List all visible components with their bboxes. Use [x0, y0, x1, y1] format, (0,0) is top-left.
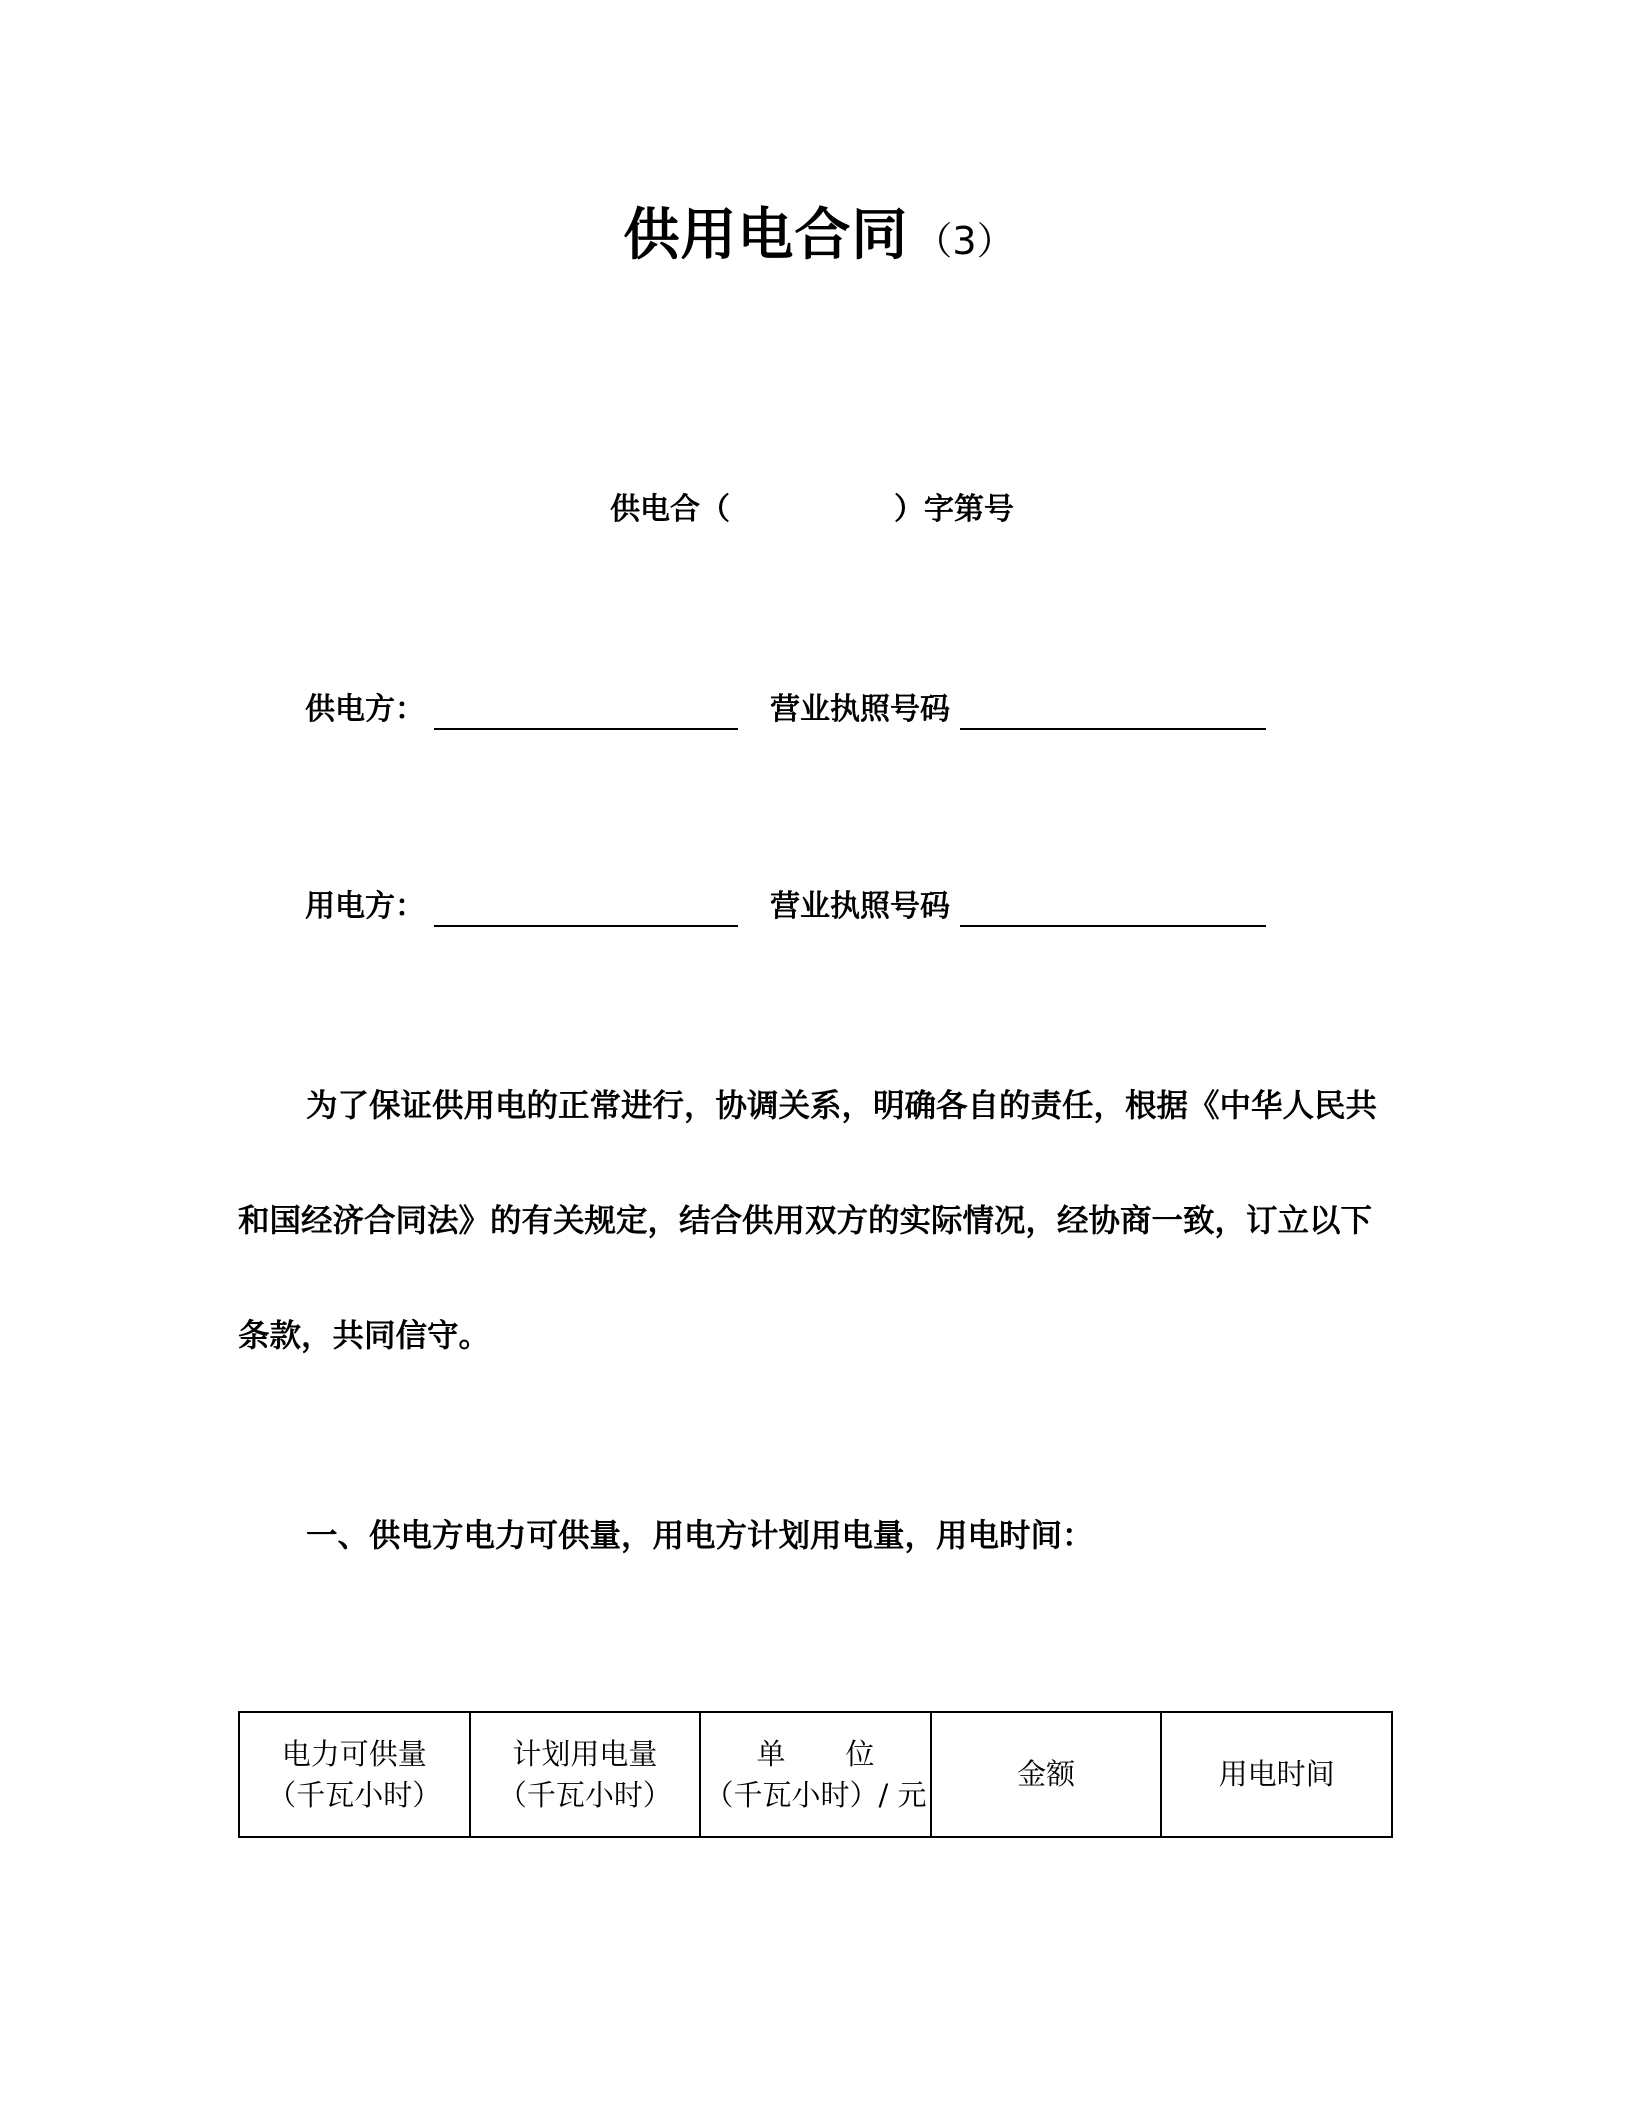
- document-title: [0, 196, 1632, 289]
- contract-number-blank[interactable]: [730, 488, 894, 532]
- header-cell-usage-time: [1161, 1712, 1392, 1837]
- consumer-label: 用电方：: [305, 889, 425, 924]
- header-cell-line: （千瓦小时）: [497, 1777, 672, 1812]
- header-cell-planned-usage: [470, 1712, 701, 1837]
- title-main: 供用电合同: [623, 203, 909, 268]
- preamble-line: 和国经济合同法》的有关规定，结合供用双方的实际情况，经协商一致，订立以下: [238, 1203, 1373, 1239]
- table-header-row: [239, 1712, 1392, 1837]
- supply-table: [238, 1711, 1393, 1838]
- header-cell-available-supply: [239, 1712, 470, 1837]
- title-number: （3）: [914, 219, 1015, 263]
- supplier-license-label: 营业执照号码: [770, 692, 950, 727]
- header-cell-line: 用电时间: [1218, 1757, 1335, 1791]
- consumer-license-field[interactable]: [960, 925, 1266, 927]
- preamble-line: 为了保证供用电的正常进行，协调关系，明确各自的责任，根据《中华人民共: [306, 1088, 1378, 1124]
- consumer-name-field[interactable]: [434, 925, 738, 927]
- supplier-label: 供电方：: [305, 692, 425, 727]
- header-cell-line: （千瓦小时）: [267, 1777, 442, 1812]
- header-cell-line: （千瓦小时）/ 元: [704, 1777, 927, 1812]
- header-cell-amount: [931, 1712, 1162, 1837]
- header-cell-line: 电力可供量: [281, 1736, 427, 1771]
- header-cell-line: 计划用电量: [512, 1736, 658, 1771]
- supplier-name-field[interactable]: [434, 728, 738, 730]
- unit-label: 单位: [756, 1736, 935, 1771]
- header-cell-line: 金额: [1017, 1757, 1076, 1791]
- contract-number-prefix: 供电合（: [610, 492, 730, 527]
- contract-number-line: [610, 488, 1014, 532]
- contract-number-suffix: ）字第号: [894, 492, 1014, 527]
- consumer-license-label: 营业执照号码: [770, 889, 950, 924]
- header-cell-unit-price: [700, 1712, 935, 1837]
- preamble-paragraph: [238, 1049, 1392, 1394]
- header-cell-line: [701, 1734, 935, 1775]
- supplier-license-field[interactable]: [960, 728, 1266, 730]
- preamble-line: 条款，共同信守。: [238, 1318, 491, 1354]
- section-1-heading: 一、供电方电力可供量，用电方计划用电量，用电时间：: [306, 1518, 1094, 1554]
